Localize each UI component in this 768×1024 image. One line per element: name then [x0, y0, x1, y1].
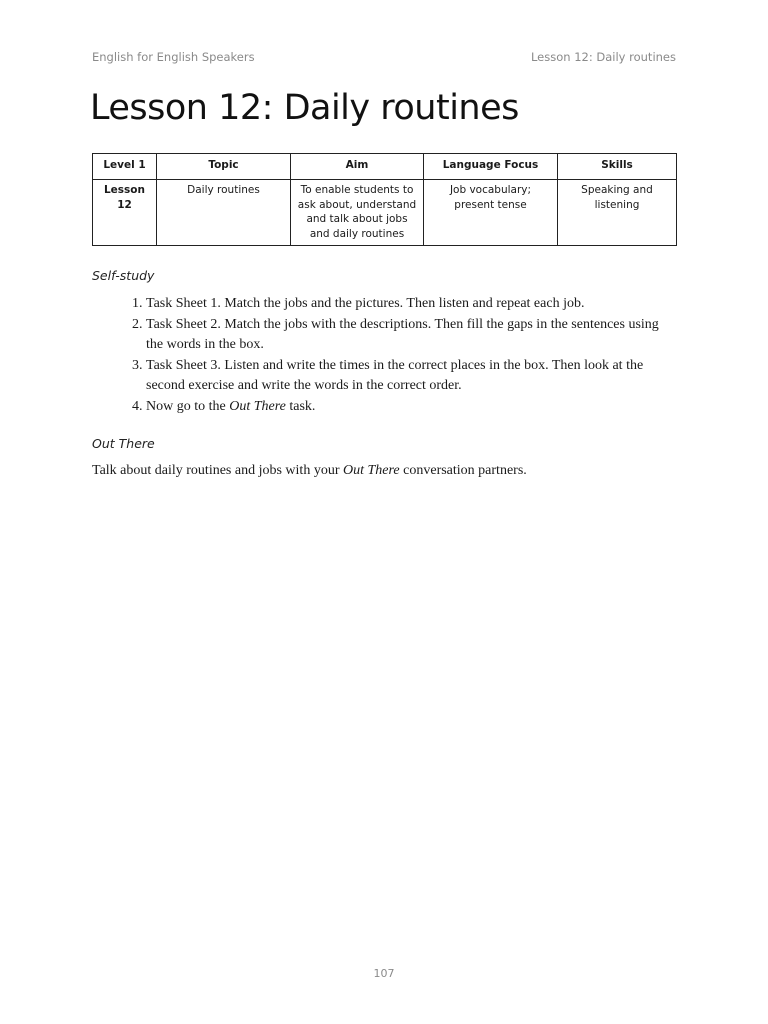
header-book-title: English for English Speakers	[92, 50, 255, 64]
list-item	[146, 397, 676, 418]
running-header	[92, 50, 676, 64]
column-header-topic: Topic	[157, 154, 291, 180]
self-study-heading: Self-study	[92, 268, 155, 283]
list-item-text: task.	[285, 398, 316, 414]
cell-lesson: Lesson 12	[93, 180, 157, 246]
list-item: 2. Task Sheet 2. Match the jobs with the descriptions. Then fill the gaps in the sentences using the words in the box.	[146, 315, 676, 356]
page-title: Lesson 12: Daily routines	[90, 88, 519, 128]
list-item-emphasis: Out There	[229, 398, 286, 414]
list-item: 3. Task Sheet 3. Listen and write the times in the correct places in the box. Then look at the second exercise and write the words in the correct order.	[146, 356, 676, 397]
column-header-skills: Skills	[558, 154, 677, 180]
column-header-language-focus: Language Focus	[424, 154, 558, 180]
paragraph-emphasis: Out There	[342, 463, 400, 478]
list-item-text: Now go to the	[146, 398, 230, 414]
table-row	[93, 180, 677, 246]
cell-aim: To enable students to ask about, understand and talk about jobs and daily routines	[291, 180, 424, 246]
cell-skills: Speaking and listening	[558, 180, 677, 246]
header-lesson-title: Lesson 12: Daily routines	[530, 50, 676, 64]
out-there-heading: Out There	[92, 436, 155, 451]
list-item: 1. Task Sheet 1. Match the jobs and the pictures. Then listen and repeat each job.	[146, 294, 676, 315]
self-study-task-list	[92, 294, 676, 418]
paragraph-text: Talk about daily routines and jobs with your	[92, 463, 343, 478]
page-number: 107	[373, 967, 395, 980]
table-header-row	[93, 154, 677, 180]
column-header-level: Level 1	[93, 154, 157, 180]
cell-topic: Daily routines	[157, 180, 291, 246]
cell-language-focus: Job vocabulary; present tense	[424, 180, 558, 246]
out-there-paragraph	[92, 463, 527, 479]
column-header-aim: Aim	[291, 154, 424, 180]
lesson-summary-table	[92, 153, 677, 246]
paragraph-text: conversation partners.	[399, 463, 527, 478]
